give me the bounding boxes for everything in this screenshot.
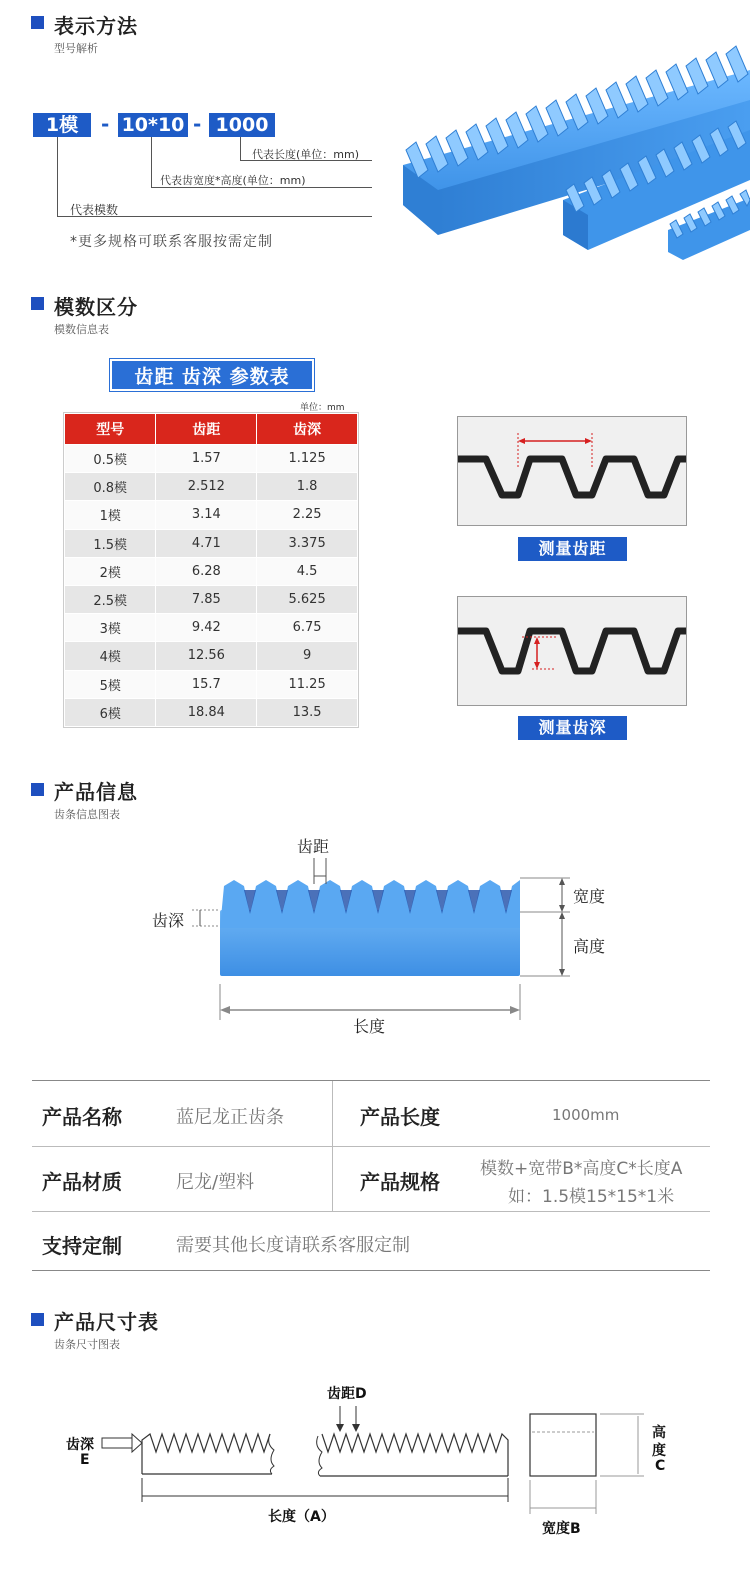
code-dimensions: 10*10 xyxy=(118,113,188,137)
section-marker xyxy=(31,16,44,29)
table-cell: 6.28 xyxy=(156,557,257,585)
rack-size-drawing xyxy=(60,1380,660,1540)
pitch-diagram-label: 测量齿距 xyxy=(518,537,627,561)
rack-dimension-diagram xyxy=(140,828,620,1038)
column-header: 齿距 xyxy=(156,414,257,445)
info-key: 产品长度 xyxy=(360,1105,440,1129)
info-key: 产品材质 xyxy=(42,1170,122,1194)
info-key: 产品规格 xyxy=(360,1170,440,1194)
table-cell: 4模 xyxy=(65,642,156,670)
table-cell: 2.5模 xyxy=(65,585,156,613)
param-table-unit: 单位：mm xyxy=(300,403,345,413)
label-width: 宽度 xyxy=(573,887,606,906)
annotation-line xyxy=(151,137,152,188)
code-module: 1模 xyxy=(33,113,91,137)
info-value: 1000mm xyxy=(552,1106,620,1124)
table-row xyxy=(65,614,358,642)
table-cell: 6模 xyxy=(65,698,156,726)
code-length: 1000 xyxy=(209,113,275,137)
section-subtitle-notation: 型号解析 xyxy=(54,42,98,55)
table-cell: 4.5 xyxy=(257,557,358,585)
table-row xyxy=(65,670,358,698)
table-row xyxy=(65,642,358,670)
section-marker xyxy=(31,1313,44,1326)
table-cell: 2模 xyxy=(65,557,156,585)
label-depth-e: 齿深 xyxy=(66,1437,94,1453)
divider xyxy=(332,1081,333,1212)
customization-note: *更多规格可联系客服按需定制 xyxy=(70,234,273,250)
section-title-notation: 表示方法 xyxy=(54,14,138,38)
table-row xyxy=(65,557,358,585)
label-length-a: 长度（A） xyxy=(268,1509,335,1525)
section-title-product-info: 产品信息 xyxy=(54,780,138,804)
table-row xyxy=(65,529,358,557)
section-marker xyxy=(31,783,44,796)
table-cell: 12.56 xyxy=(156,642,257,670)
table-cell: 3模 xyxy=(65,614,156,642)
label-pitch-d: 齿距D xyxy=(327,1386,367,1402)
label-pitch: 齿距 xyxy=(297,837,330,856)
table-cell: 9.42 xyxy=(156,614,257,642)
table-cell: 0.5模 xyxy=(65,445,156,473)
tooth-profile-depth xyxy=(458,597,686,705)
table-cell: 3.14 xyxy=(156,501,257,529)
section-subtitle-module: 模数信息表 xyxy=(54,323,109,336)
info-row xyxy=(32,1081,710,1147)
column-header: 型号 xyxy=(65,414,156,445)
table-cell: 9 xyxy=(257,642,358,670)
table-header-row xyxy=(65,414,358,445)
annotation-module: 代表模数 xyxy=(70,203,119,217)
depth-diagram xyxy=(457,596,687,706)
annotation-length: 代表长度(单位：mm) xyxy=(252,148,360,161)
code-separator: - xyxy=(193,112,202,136)
table-cell: 5.625 xyxy=(257,585,358,613)
tooth-profile-pitch xyxy=(458,417,686,525)
info-value: 蓝尼龙正齿条 xyxy=(176,1107,284,1128)
annotation-line xyxy=(240,137,241,161)
table-row xyxy=(65,445,358,473)
label-depth: 齿深 xyxy=(152,911,185,930)
label-height: 高度 xyxy=(573,937,606,956)
param-table xyxy=(64,413,358,727)
table-cell: 0.8模 xyxy=(65,473,156,501)
info-row xyxy=(32,1147,710,1212)
table-cell: 5模 xyxy=(65,670,156,698)
table-cell: 1.125 xyxy=(257,445,358,473)
annotation-width-height: 代表齿宽度*高度(单位：mm) xyxy=(160,174,306,187)
info-value: 模数+宽带B*高度C*长度A xyxy=(480,1159,683,1179)
table-cell: 18.84 xyxy=(156,698,257,726)
table-cell: 2.25 xyxy=(257,501,358,529)
table-cell: 1模 xyxy=(65,501,156,529)
rack-product-image xyxy=(398,30,750,295)
section-marker xyxy=(31,297,44,310)
section-title-size: 产品尺寸表 xyxy=(54,1310,159,1334)
table-cell: 1.5模 xyxy=(65,529,156,557)
table-cell: 7.85 xyxy=(156,585,257,613)
section-subtitle-size: 齿条尺寸图表 xyxy=(54,1338,120,1351)
code-separator: - xyxy=(101,112,110,136)
table-cell: 4.71 xyxy=(156,529,257,557)
table-cell: 13.5 xyxy=(257,698,358,726)
section-subtitle-product-info: 齿条信息图表 xyxy=(54,808,120,821)
info-key: 支持定制 xyxy=(42,1234,122,1258)
info-value: 需要其他长度请联系客服定制 xyxy=(176,1235,410,1256)
label-length: 长度 xyxy=(353,1017,386,1036)
column-header: 齿深 xyxy=(257,414,358,445)
depth-diagram-label: 测量齿深 xyxy=(518,716,627,740)
info-value: 尼龙/塑料 xyxy=(176,1172,255,1193)
table-cell: 1.8 xyxy=(257,473,358,501)
info-key: 产品名称 xyxy=(42,1105,122,1129)
product-info-table xyxy=(32,1080,710,1271)
table-cell: 3.375 xyxy=(257,529,358,557)
table-cell: 2.512 xyxy=(156,473,257,501)
label-height-c: 高 xyxy=(652,1425,666,1441)
label-depth-e-letter: E xyxy=(80,1452,90,1468)
label-width-b: 宽度B xyxy=(542,1521,581,1537)
table-row xyxy=(65,585,358,613)
pitch-diagram xyxy=(457,416,687,526)
param-table-banner: 齿距 齿深 参数表 xyxy=(110,359,314,391)
table-row xyxy=(65,501,358,529)
section-title-module: 模数区分 xyxy=(54,295,138,319)
table-row xyxy=(65,473,358,501)
table-cell: 15.7 xyxy=(156,670,257,698)
label-height-c: 度 xyxy=(652,1443,666,1459)
table-cell: 1.57 xyxy=(156,445,257,473)
info-value: 如：1.5模15*15*1米 xyxy=(508,1187,675,1207)
annotation-line xyxy=(57,137,58,217)
label-height-c-letter: C xyxy=(655,1458,666,1474)
info-row xyxy=(32,1212,710,1272)
table-row xyxy=(65,698,358,726)
table-cell: 6.75 xyxy=(257,614,358,642)
table-cell: 11.25 xyxy=(257,670,358,698)
